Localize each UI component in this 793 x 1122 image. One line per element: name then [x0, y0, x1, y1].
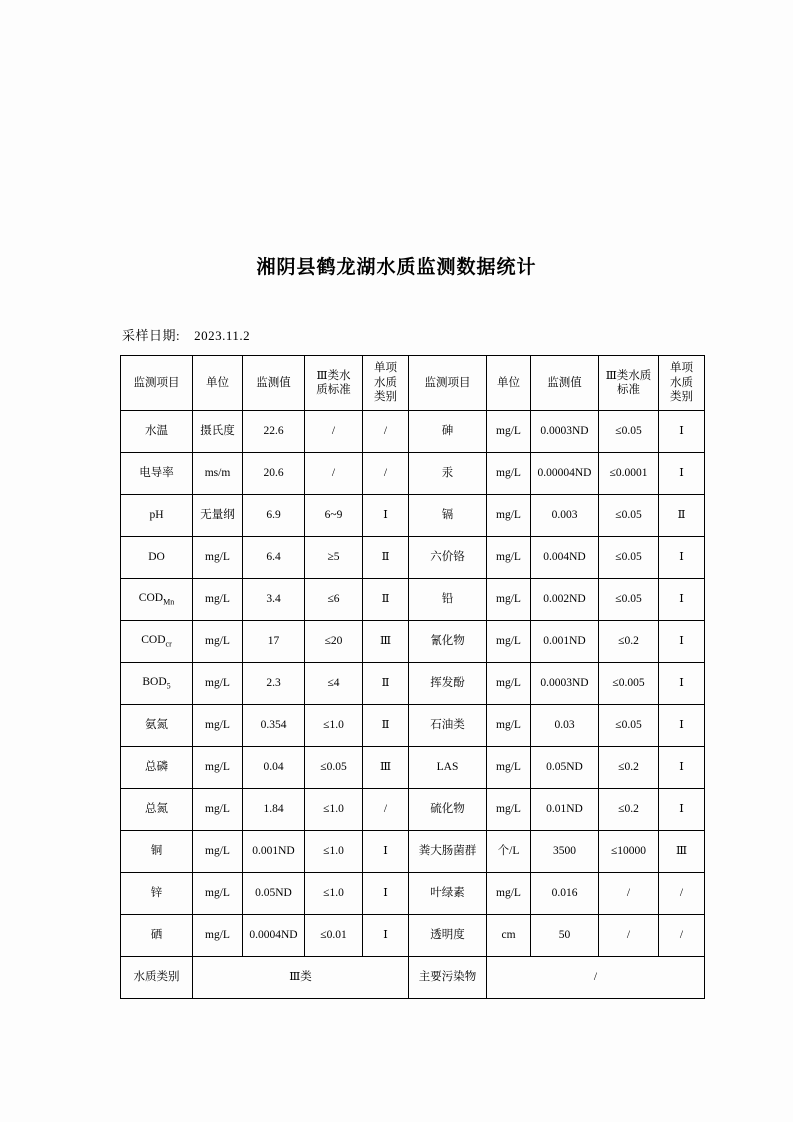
table-row: [121, 789, 705, 831]
cell-category-left: Ⅰ: [363, 873, 409, 915]
header-unit-right: 单位: [487, 356, 531, 411]
cell-standard-right: ≤0.05: [599, 495, 659, 537]
cell-item-right: 六价铬: [409, 537, 487, 579]
cell-standard-left: ≤1.0: [305, 873, 363, 915]
cell-item-left: 总磷: [121, 747, 193, 789]
water-class-value: Ⅲ类: [193, 957, 409, 999]
cell-item-left: [121, 621, 193, 663]
cell-category-left: Ⅱ: [363, 705, 409, 747]
table-row: [121, 831, 705, 873]
header-category-right-line2: 水质: [670, 376, 693, 389]
cell-item-right: 石油类: [409, 705, 487, 747]
table-row: [121, 453, 705, 495]
cell-category-right: Ⅰ: [659, 411, 705, 453]
cell-value-left: 6.9: [243, 495, 305, 537]
header-standard-right: [599, 356, 659, 411]
cell-value-left: 22.6: [243, 411, 305, 453]
cell-category-right: Ⅰ: [659, 537, 705, 579]
main-pollutant-value: /: [487, 957, 705, 999]
cell-category-left: Ⅰ: [363, 831, 409, 873]
cell-category-left: Ⅱ: [363, 579, 409, 621]
cell-standard-left: /: [305, 411, 363, 453]
cell-item-right: 氰化物: [409, 621, 487, 663]
cell-unit-right: mg/L: [487, 747, 531, 789]
cell-item-right: 挥发酚: [409, 663, 487, 705]
header-category-left-line3: 类别: [374, 391, 397, 404]
cell-item-right: 硫化物: [409, 789, 487, 831]
header-standard-left-line2: 质标准: [316, 384, 351, 396]
cell-unit-right: cm: [487, 915, 531, 957]
cell-standard-right: ≤0.005: [599, 663, 659, 705]
cell-unit-right: mg/L: [487, 621, 531, 663]
cell-category-left: /: [363, 453, 409, 495]
cell-value-left: 0.0004ND: [243, 915, 305, 957]
cell-item-left: 电导率: [121, 453, 193, 495]
cell-item-right: 叶绿素: [409, 873, 487, 915]
cell-standard-right: /: [599, 873, 659, 915]
cell-unit-right: 个/L: [487, 831, 531, 873]
cell-item-left-subscript: cr: [165, 639, 172, 649]
cell-category-right: Ⅱ: [659, 495, 705, 537]
cell-unit-left: 摄氏度: [193, 411, 243, 453]
cell-value-right: 0.05ND: [531, 747, 599, 789]
cell-item-left: 总氮: [121, 789, 193, 831]
cell-category-left: Ⅲ: [363, 747, 409, 789]
cell-unit-left: mg/L: [193, 789, 243, 831]
cell-unit-right: mg/L: [487, 537, 531, 579]
cell-item-left-text: BOD: [142, 676, 167, 689]
cell-category-right: Ⅰ: [659, 663, 705, 705]
cell-value-left: 0.05ND: [243, 873, 305, 915]
cell-value-left: 1.84: [243, 789, 305, 831]
cell-standard-left: 6~9: [305, 495, 363, 537]
cell-unit-left: ms/m: [193, 453, 243, 495]
cell-value-right: 0.003: [531, 495, 599, 537]
cell-standard-left: ≤1.0: [305, 831, 363, 873]
cell-item-left: 铜: [121, 831, 193, 873]
cell-item-left-subscript: 5: [166, 681, 171, 691]
cell-value-left: 0.001ND: [243, 831, 305, 873]
cell-item-left-text: COD: [138, 592, 164, 605]
header-category-left-line1: 单项: [374, 362, 397, 375]
cell-standard-right: /: [599, 915, 659, 957]
cell-category-right: Ⅰ: [659, 579, 705, 621]
cell-item-left-subscript: Mn: [163, 597, 175, 607]
table-row: [121, 747, 705, 789]
cell-unit-right: mg/L: [487, 873, 531, 915]
cell-standard-left: ≤0.01: [305, 915, 363, 957]
cell-category-right: Ⅰ: [659, 747, 705, 789]
header-category-right: [659, 356, 705, 411]
cell-value-right: 0.016: [531, 873, 599, 915]
table-row: [121, 873, 705, 915]
cell-value-right: 0.0003ND: [531, 411, 599, 453]
cell-value-right: 0.01ND: [531, 789, 599, 831]
header-standard-left-line1: Ⅲ类水: [316, 369, 351, 382]
cell-standard-right: ≤0.0001: [599, 453, 659, 495]
cell-item-right: LAS: [409, 747, 487, 789]
cell-standard-left: ≤0.05: [305, 747, 363, 789]
table-row: [121, 537, 705, 579]
cell-value-right: 0.00004ND: [531, 453, 599, 495]
cell-unit-left: mg/L: [193, 873, 243, 915]
cell-unit-right: mg/L: [487, 453, 531, 495]
sample-date: [122, 325, 250, 344]
cell-value-left: 0.354: [243, 705, 305, 747]
cell-value-right: 50: [531, 915, 599, 957]
cell-unit-left: 无量纲: [193, 495, 243, 537]
cell-category-left: Ⅱ: [363, 537, 409, 579]
cell-category-left: /: [363, 411, 409, 453]
cell-category-right: Ⅲ: [659, 831, 705, 873]
cell-item-right: 透明度: [409, 915, 487, 957]
header-value-left: 监测值: [243, 356, 305, 411]
cell-standard-left: ≤20: [305, 621, 363, 663]
cell-standard-left: ≥5: [305, 537, 363, 579]
cell-standard-right: ≤0.05: [599, 579, 659, 621]
table-row: [121, 579, 705, 621]
cell-unit-left: mg/L: [193, 663, 243, 705]
header-item-right: 监测项目: [409, 356, 487, 411]
cell-standard-left: ≤4: [305, 663, 363, 705]
header-category-right-line1: 单项: [670, 362, 693, 375]
cell-value-left: 20.6: [243, 453, 305, 495]
cell-standard-right: ≤0.05: [599, 537, 659, 579]
cell-unit-right: mg/L: [487, 789, 531, 831]
header-category-left: [363, 356, 409, 411]
table-row: [121, 621, 705, 663]
cell-value-right: 0.004ND: [531, 537, 599, 579]
cell-unit-right: mg/L: [487, 495, 531, 537]
cell-unit-left: mg/L: [193, 579, 243, 621]
table-row: [121, 411, 705, 453]
cell-item-right: 粪大肠菌群: [409, 831, 487, 873]
cell-standard-left: ≤1.0: [305, 705, 363, 747]
cell-unit-left: mg/L: [193, 831, 243, 873]
cell-item-left-text: COD: [141, 634, 166, 647]
cell-item-left: 水温: [121, 411, 193, 453]
cell-unit-left: mg/L: [193, 621, 243, 663]
cell-standard-right: ≤0.05: [599, 411, 659, 453]
cell-value-left: 0.04: [243, 747, 305, 789]
cell-item-right: 铅: [409, 579, 487, 621]
table-row: [121, 663, 705, 705]
cell-unit-left: mg/L: [193, 915, 243, 957]
cell-category-right: /: [659, 915, 705, 957]
cell-item-left: [121, 579, 193, 621]
cell-standard-left: ≤6: [305, 579, 363, 621]
cell-standard-right: ≤10000: [599, 831, 659, 873]
cell-item-left: 硒: [121, 915, 193, 957]
sample-date-label: 采样日期:: [122, 328, 181, 343]
header-standard-right-line2: 标准: [617, 384, 640, 396]
header-standard-left: [305, 356, 363, 411]
cell-value-left: 6.4: [243, 537, 305, 579]
cell-unit-right: mg/L: [487, 579, 531, 621]
monitoring-data-table: [120, 355, 705, 999]
cell-category-right: Ⅰ: [659, 705, 705, 747]
cell-item-left: DO: [121, 537, 193, 579]
cell-unit-left: mg/L: [193, 747, 243, 789]
cell-category-right: Ⅰ: [659, 453, 705, 495]
cell-category-left: Ⅱ: [363, 663, 409, 705]
cell-standard-left: ≤1.0: [305, 789, 363, 831]
cell-category-right: Ⅰ: [659, 621, 705, 663]
table-header-row: [121, 356, 705, 411]
cell-unit-right: mg/L: [487, 411, 531, 453]
header-unit-left: 单位: [193, 356, 243, 411]
header-category-left-line2: 水质: [374, 376, 397, 389]
cell-value-right: 0.001ND: [531, 621, 599, 663]
table-summary-row: [121, 957, 705, 999]
cell-value-right: 0.03: [531, 705, 599, 747]
cell-item-left: 氨氮: [121, 705, 193, 747]
cell-category-left: Ⅰ: [363, 495, 409, 537]
cell-unit-left: mg/L: [193, 705, 243, 747]
cell-category-left: /: [363, 789, 409, 831]
cell-value-left: 2.3: [243, 663, 305, 705]
header-item-left: 监测项目: [121, 356, 193, 411]
cell-value-right: 0.002ND: [531, 579, 599, 621]
cell-category-right: Ⅰ: [659, 789, 705, 831]
table-row: [121, 915, 705, 957]
table-row: [121, 495, 705, 537]
cell-standard-right: ≤0.2: [599, 747, 659, 789]
header-standard-right-line1: Ⅲ类水质: [605, 369, 652, 382]
cell-standard-right: ≤0.05: [599, 705, 659, 747]
cell-unit-left: mg/L: [193, 537, 243, 579]
sample-date-value: 2023.11.2: [194, 328, 251, 343]
cell-item-left: pH: [121, 495, 193, 537]
cell-item-right: 汞: [409, 453, 487, 495]
table-row: [121, 705, 705, 747]
cell-standard-right: ≤0.2: [599, 789, 659, 831]
cell-unit-right: mg/L: [487, 663, 531, 705]
cell-category-right: /: [659, 873, 705, 915]
cell-standard-left: /: [305, 453, 363, 495]
header-category-right-line3: 类别: [670, 391, 693, 404]
cell-item-right: 砷: [409, 411, 487, 453]
cell-value-left: 17: [243, 621, 305, 663]
cell-item-left: 锌: [121, 873, 193, 915]
cell-unit-right: mg/L: [487, 705, 531, 747]
cell-standard-right: ≤0.2: [599, 621, 659, 663]
cell-item-left: [121, 663, 193, 705]
cell-item-right: 镉: [409, 495, 487, 537]
main-pollutant-label: 主要污染物: [409, 957, 487, 999]
water-class-label: 水质类别: [121, 957, 193, 999]
cell-value-left: 3.4: [243, 579, 305, 621]
header-value-right: 监测值: [531, 356, 599, 411]
page-title: 湘阴县鹤龙湖水质监测数据统计: [256, 257, 537, 278]
cell-value-right: 3500: [531, 831, 599, 873]
cell-value-right: 0.0003ND: [531, 663, 599, 705]
cell-category-left: Ⅰ: [363, 915, 409, 957]
cell-category-left: Ⅲ: [363, 621, 409, 663]
